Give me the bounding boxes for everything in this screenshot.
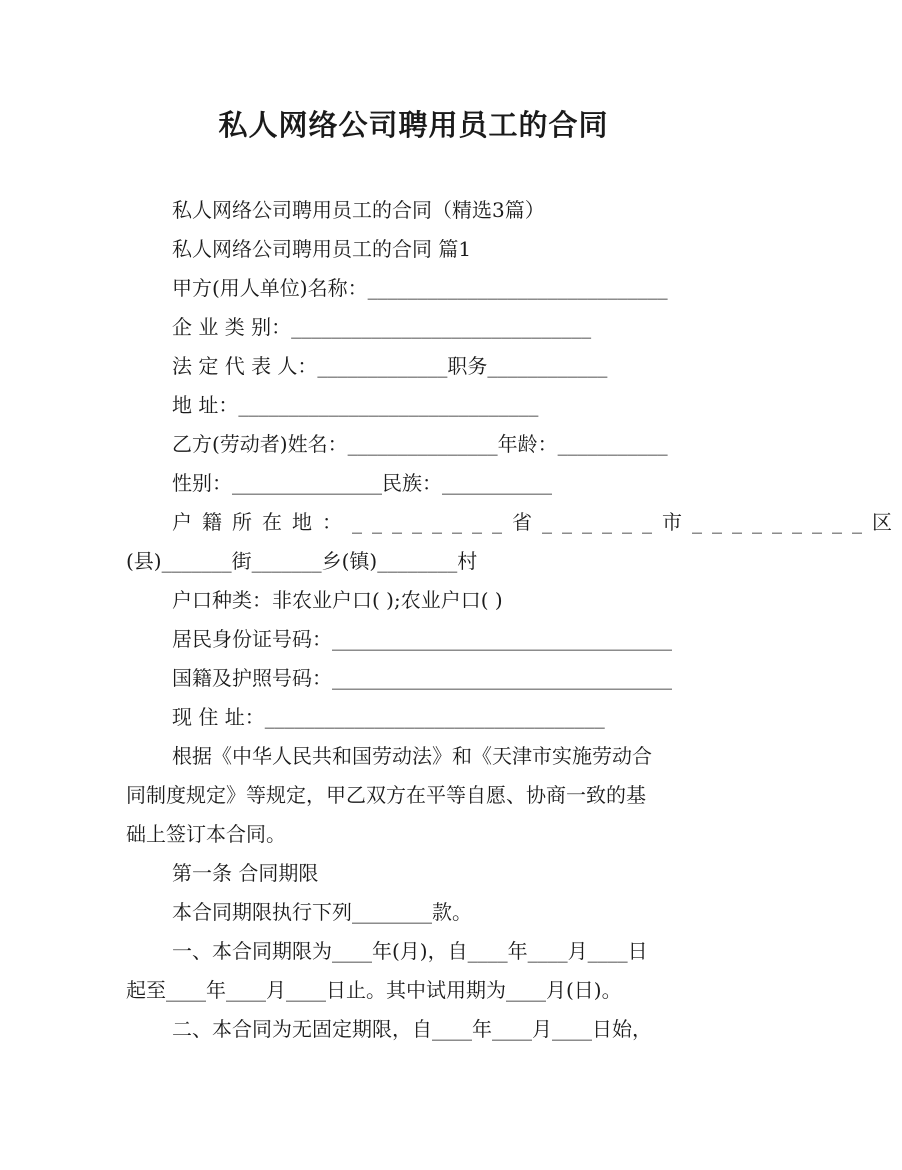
party-a-name-field: 甲方(用人单位)名称：______________________________ bbox=[172, 276, 668, 300]
gender-ethnicity-field: 性别：_______________民族：___________ bbox=[172, 471, 552, 495]
subtitle-line: 私人网络公司聘用员工的合同（精选3篇） bbox=[172, 198, 545, 222]
household-type-field: 户口种类：非农业户口( );农业户口( ) bbox=[172, 588, 503, 612]
paragraph-line: 二、本合同为无固定期限，自____年____月____日始， bbox=[172, 1017, 652, 1041]
address-field: 地 址：______________________________ bbox=[172, 393, 539, 417]
paragraph-line: 一、本合同期限为____年(月)，自____年____月____日 bbox=[172, 939, 648, 963]
passport-field: 国籍及护照号码：__________________________________ bbox=[172, 666, 672, 690]
paragraph-line: 根据《中华人民共和国劳动法》和《天津市实施劳动合 bbox=[172, 744, 652, 768]
party-b-name-age-field: 乙方(劳动者)姓名：_______________年龄：___________ bbox=[172, 432, 668, 456]
paragraph-line: 本合同期限执行下列________款。 bbox=[172, 900, 472, 924]
article-heading: 第一条 合同期限 bbox=[172, 861, 319, 885]
current-address-field: 现 住 址：__________________________________ bbox=[172, 705, 605, 729]
document-title: 私人网络公司聘用员工的合同 bbox=[218, 108, 609, 142]
section-heading: 私人网络公司聘用员工的合同 篇1 bbox=[172, 237, 472, 261]
legal-representative-field: 法 定 代 表 人：_____________职务____________ bbox=[172, 354, 608, 378]
household-registration-field: 户籍所在地：________省______市_________区 bbox=[172, 510, 902, 534]
id-number-field: 居民身份证号码：__________________________________ bbox=[172, 627, 672, 651]
paragraph-line: 础上签订本合同。 bbox=[126, 822, 286, 846]
household-registration-field-cont: (县)_______街_______乡(镇)________村 bbox=[126, 549, 478, 573]
paragraph-line: 起至____年____月____日止。其中试用期为____月(日)。 bbox=[126, 978, 622, 1002]
paragraph-line: 同制度规定》等规定，甲乙双方在平等自愿、协商一致的基 bbox=[126, 783, 646, 807]
enterprise-type-field: 企 业 类 别：______________________________ bbox=[172, 315, 592, 339]
